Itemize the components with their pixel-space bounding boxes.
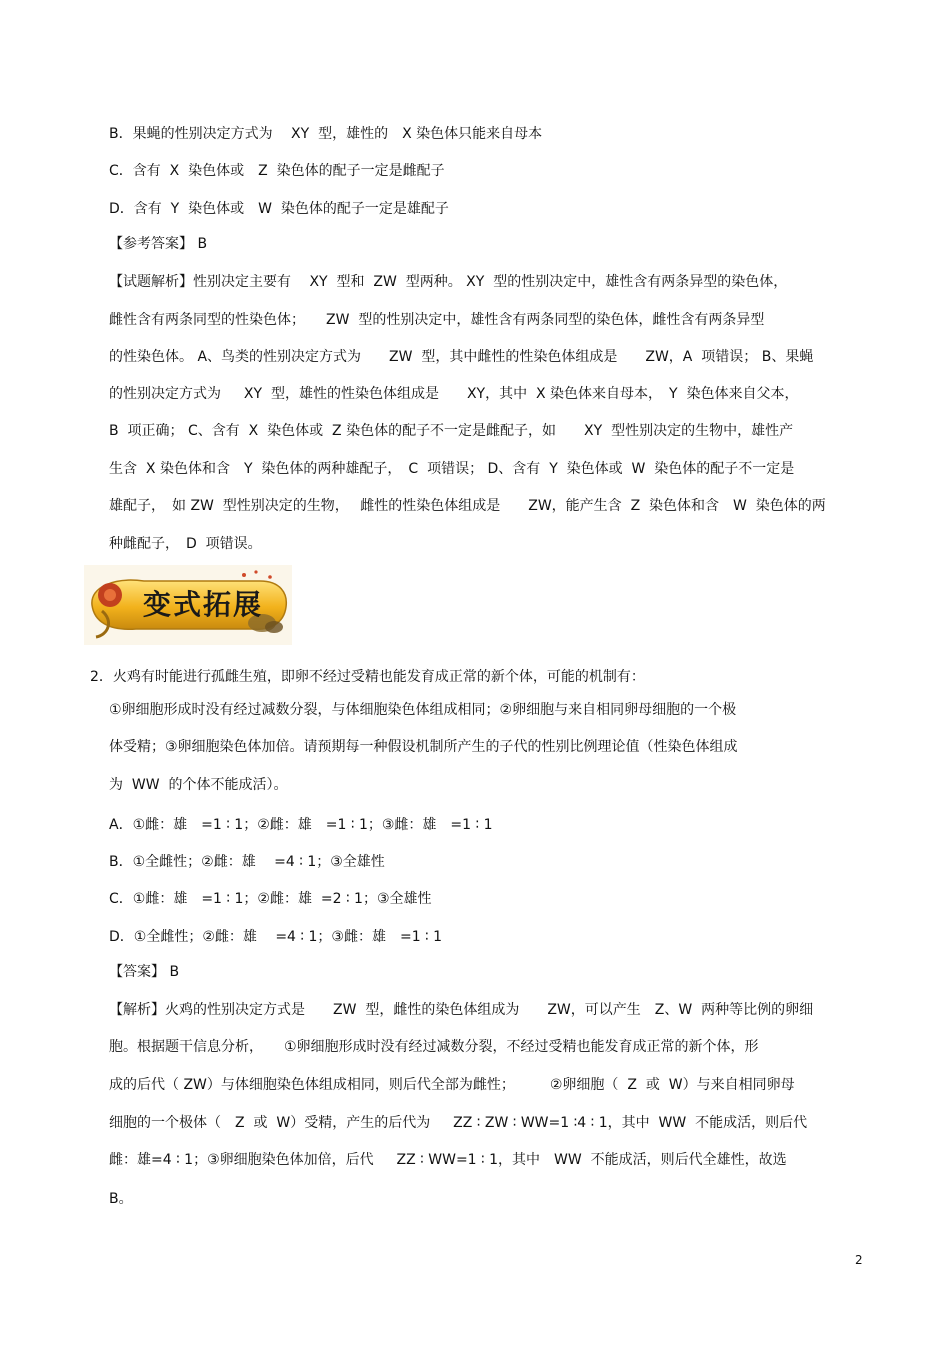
option-b-text: B．果蝇的性别决定方式为 XY 型，雄性的 X 染色体只能来自母本 <box>109 126 543 142</box>
variant-extension-badge <box>84 565 292 645</box>
analysis-line: 胞。根据题干信息分析， ①卵细胞形成时没有经过减数分裂，不经过受精也能发育成正常的新个体，形 <box>109 1039 759 1055</box>
analysis-line: 成的后代（ ZW）与体细胞染色体组成相同，则后代全部为雌性； ②卵细胞（ Z 或 W）与来自相同卵母 <box>109 1077 795 1093</box>
question-2-stem: ①卵细胞形成时没有经过减数分裂，与体细胞染色体组成相同；②卵细胞与来自相同卵母细胞的一个极 <box>109 702 737 718</box>
explanation-line: B 项正确； C、含有 X 染色体或 Z 染色体的配子不一定是雌配子，如 XY 型性别决定的生物中，雄性产 <box>109 423 794 439</box>
option-d-text: D．①全雌性；②雌：雄 =4 ∶ 1；③雌：雄 =1 ∶ 1 <box>109 929 443 945</box>
option-d-text: D．含有 Y 染色体或 W 染色体的配子一定是雄配子 <box>109 201 449 217</box>
explanation-line: 的性别决定方式为 XY 型，雄性的性染色体组成是 XY，其中 X 染色体来自母本， Y 染色体来自父本， <box>109 386 799 402</box>
option-c-text: C．①雌：雄 =1 ∶ 1；②雌：雄 =2 ∶ 1；③全雄性 <box>109 891 432 907</box>
explanation-line: 种雌配子， D 项错误。 <box>109 536 262 552</box>
analysis-line: 雌：雄=4 ∶ 1；③卵细胞染色体加倍，后代 ZZ ∶ WW=1 ∶ 1，其中 WW 不能成活，则后代全雄性，故选 <box>109 1152 787 1168</box>
explanation-line: 的性染色体。 A、鸟类的性别决定方式为 ZW 型，其中雌性的性染色体组成是 ZW，A 项错误； B、果蝇 <box>109 349 814 365</box>
explanation-line: 生含 X 染色体和含 Y 染色体的两种雄配子， C 项错误； D、含有 Y 染色体或 W 染色体的配子不一定是 <box>109 461 795 477</box>
analysis-line: 细胞的一个极体（ Z 或 W）受精，产生的后代为 ZZ ∶ ZW ∶ WW=1 ∶4 ∶ 1，其中 WW 不能成活，则后代 <box>109 1115 808 1131</box>
question-2-stem: 2．火鸡有时能进行孤雌生殖，即卵不经过受精也能发育成正常的新个体，可能的机制有： <box>90 669 645 685</box>
badge-text: 变式拓展 <box>142 588 263 621</box>
question-2-stem: 为 WW 的个体不能成活）。 <box>109 777 288 793</box>
option-a-text: A．①雌：雄 =1 ∶ 1；②雌：雄 =1 ∶ 1；③雌：雄 =1 ∶ 1 <box>109 817 493 833</box>
analysis-line: B。 <box>109 1191 133 1207</box>
option-b-text: B．①全雌性；②雌：雄 =4 ∶ 1；③全雄性 <box>109 854 385 870</box>
option-c-text: C．含有 X 染色体或 Z 染色体的配子一定是雌配子 <box>109 163 445 179</box>
analysis-line: 【解析】火鸡的性别决定方式是 ZW 型，雌性的染色体组成为 ZW，可以产生 Z、W 两种等比例的卵细 <box>109 1002 814 1018</box>
explanation-line: 雌性含有两条同型的性染色体； ZW 型的性别决定中，雄性含有两条同型的染色体，雌性含有两条异型 <box>109 312 765 328</box>
page-number: 2 <box>855 1253 863 1267</box>
question-2-stem: 体受精；③卵细胞染色体加倍。请预期每一种假设机制所产生的子代的性别比例理论值（性染色体组成 <box>109 739 738 755</box>
explanation-line: 【试题解析】性别决定主要有 XY 型和 ZW 型两种。 XY 型的性别决定中，雄性含有两条异型的染色体， <box>109 274 788 290</box>
explanation-line: 雄配子， 如 ZW 型性别决定的生物， 雌性的性染色体组成是 ZW，能产生含 Z 染色体和含 W 染色体的两 <box>109 498 826 514</box>
answer-text: 【答案】 B <box>109 964 180 980</box>
reference-answer: 【参考答案】 B <box>109 236 208 252</box>
